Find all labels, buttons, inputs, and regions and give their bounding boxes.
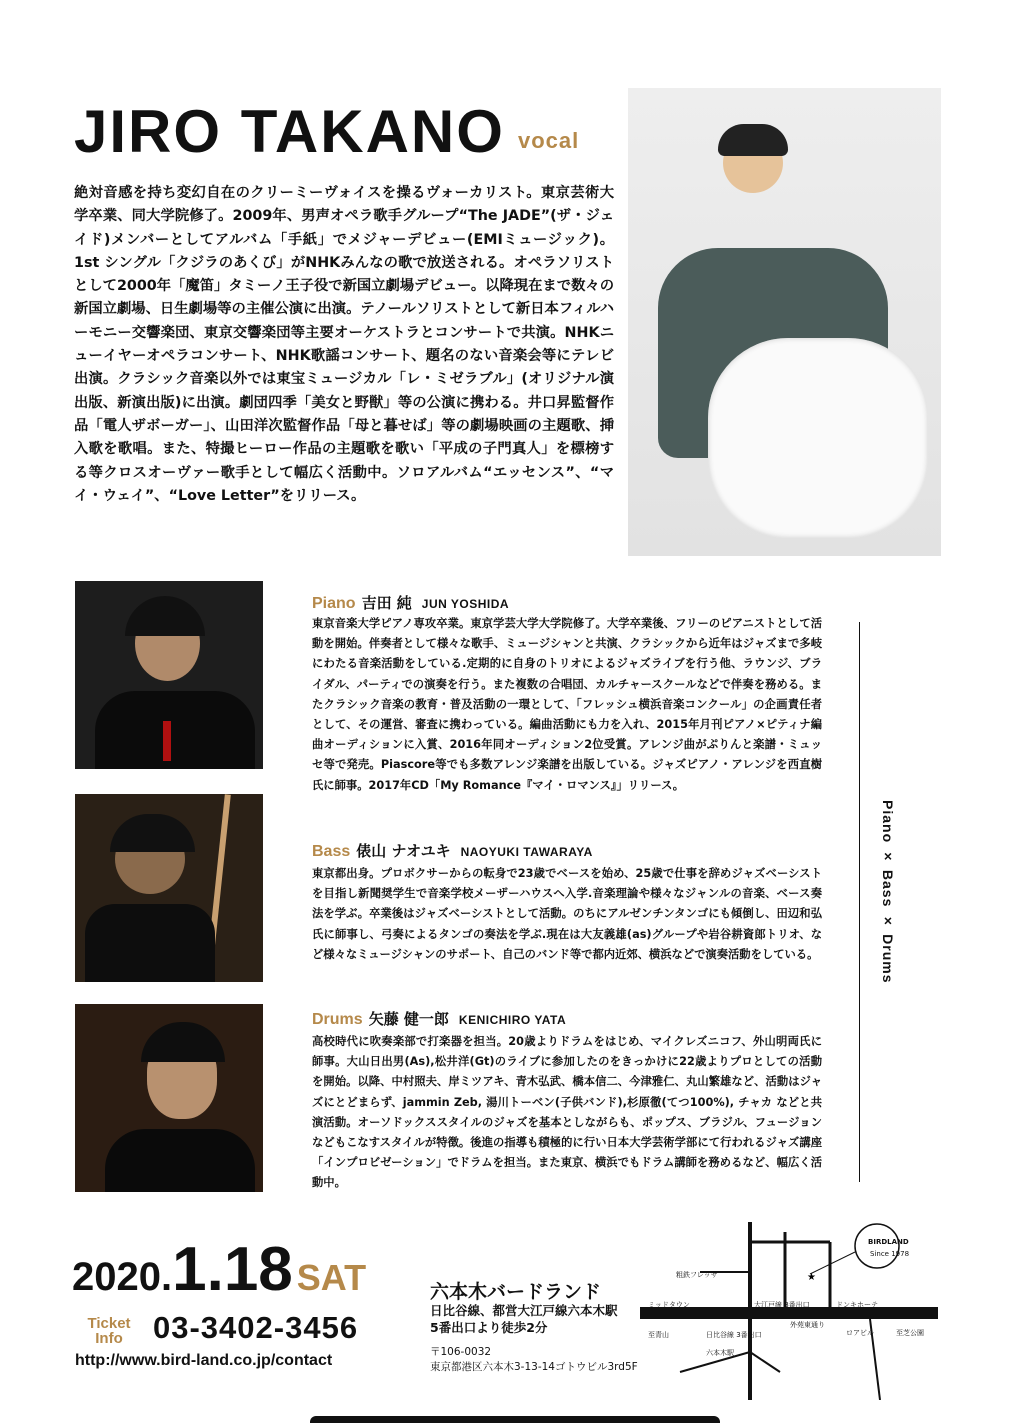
ticket-label-line2: Info	[95, 1330, 123, 1347]
lineup-divider	[859, 622, 860, 1182]
piano-bio: 東京音楽大学ピアノ専攻卒業。東京学芸大学大学院修了。大学卒業後、フリーのピアニストとして活動を開始。伴奏者として様々な歌手、ミュージシャンと共演、クラシックから近年はジャズまで多岐にわたる音楽活動をしている.定期的に自身のトリオによるジャズライブを行う他、ラウンジ、ブライダル、パーティでの演奏を行う。また複数の合唱団、カルチャースクールなどで伴奏を務める。またクラシック音楽の教育・普及活動の一環として、「フレッシュ横浜音楽コンクール」の企画責任者として、その運営、審査に携わっている。編曲活動にも力を入れ、2015年月刊ピアノ×ピティナ編曲オーディションに入賞、2016年同オーディション2位受賞。アレンジ曲がぷりんと楽譜・ミュッセ等で発売。Piascore等でも多数アレンジ楽譜を出版している。ジャズピアノ・アレンジを西直樹氏に師事。2017年CD「My Romance『マイ・ロマンス』」リリース。	[312, 617, 822, 792]
bass-instrument: Bass	[312, 843, 351, 860]
svg-text:★: ★	[807, 1272, 816, 1283]
lineup-label: Piano × Bass × Drums	[880, 800, 896, 984]
postal-code: 〒106-0032	[430, 1346, 492, 1358]
street-address: 東京都港区六本木3-13-14ゴトウビル3rd5F	[430, 1361, 638, 1373]
artist-name: JIRO TAKANO	[74, 98, 505, 165]
piano-heading	[312, 592, 509, 613]
piano-name-en: JUN YOSHIDA	[421, 597, 510, 611]
piano-member-photo	[75, 581, 263, 769]
map-logo-text: BIRDLAND	[868, 1238, 909, 1246]
event-weekday: SAT	[296, 1257, 367, 1298]
ticket-info-label	[80, 1316, 138, 1346]
drums-heading	[312, 1008, 566, 1029]
map-label-hibiya-exit: 日比谷線 3番出口	[706, 1331, 762, 1339]
venue-name: 六本木バードランド	[430, 1281, 602, 1303]
bottom-sheet-bar	[310, 1416, 720, 1423]
bass-bio: 東京都出身。プロボクサーからの転身で23歳でベースを始め、25歳で仕事を辞めジャズベーシストを目指し新聞奨学生で音楽学校メーザーハウスへ入学.音楽理論や様々なジャンルの音楽、ベース奏法を学ぶ。卒業後はジャズベーシストとして活動。のちにアルゼンチンタンゴにも傾倒し、田辺和弘氏に師事し、弓奏によるタンゴの奏法を学ぶ.現在は大友義雄(as)グループや岩谷耕資郎トリオ、など様々なミュージシャンのサポート、自己のバンド等で都内近郊、横浜などで演奏活動をしている。	[312, 867, 822, 961]
map-label-fresh: 粗鉄フレッサ	[676, 1271, 718, 1279]
venue-address	[430, 1345, 638, 1375]
bass-heading	[312, 840, 593, 861]
ticket-phone[interactable]: 03-3402-3456	[153, 1310, 359, 1345]
map-label-roppongi-station: 六本木駅	[706, 1349, 734, 1357]
drums-name-jp: 矢藤 健一郎	[368, 1010, 449, 1028]
event-year: 2020.	[72, 1255, 173, 1299]
bass-name-jp: 俵山 ナオユキ	[356, 842, 451, 860]
map-logo-since: Since 1978	[870, 1250, 910, 1258]
map-label-oedo-exit: 大江戸線 8番出口	[754, 1301, 810, 1309]
artist-role: vocal	[518, 128, 580, 153]
access-line2: 5番出口より徒歩2分	[430, 1320, 548, 1335]
ticket-url[interactable]: http://www.bird-land.co.jp/contact	[75, 1352, 333, 1369]
drums-name-en: KENICHIRO YATA	[458, 1013, 567, 1027]
piano-instrument: Piano	[312, 595, 356, 612]
ticket-label-line1: Ticket	[87, 1315, 131, 1332]
map-label-midtown: ミッドタウン	[648, 1301, 690, 1309]
venue-access	[430, 1302, 618, 1336]
piano-name-jp: 吉田 純	[361, 594, 412, 612]
artist-photo	[628, 88, 941, 556]
drums-member-photo	[75, 1004, 263, 1192]
photo-hair-shape	[718, 124, 788, 156]
map-label-shiba: 至芝公園	[896, 1329, 924, 1337]
drums-bio: 高校時代に吹奏楽部で打楽器を担当。20歳よりドラムをはじめ、マイクレズニコフ、外山明両氏に師事。大山日出男(As),松井洋(Gt)のライブに参加したのをきっかけに22歳よりプロとしての活動を開始。以降、中村照夫、岸ミツアキ、青木弘武、橋本信二、今津雅仁、丸山繁雄など、活動はジャズにとどまらず、jammin Zeb, 湯川トーベン(子供バンド),杉原徹(てつ100%), チャカ などと共演活動。オーソドックススタイルのジャズを基本としながらも、ポップス、ブラジル、フュージョンなどもこなすスタイルが特徴。後進の指導も積極的に行い日本大学芸術学部にて行われるジャズ講座「インプロビゼーション」でドラムを担当。また東京、横浜でもドラム講師を務めるなど、幅広く活動中。	[312, 1035, 822, 1190]
photo-pants-shape	[708, 338, 928, 538]
bass-member-photo	[75, 794, 263, 982]
venue-map	[640, 1212, 950, 1400]
map-label-aoyama: 至青山	[648, 1331, 669, 1339]
bass-name-en: NAOYUKI TAWARAYA	[460, 845, 593, 859]
event-date	[72, 1234, 366, 1305]
event-monthday: 1.18	[172, 1235, 293, 1304]
map-label-roa: ロアビル	[846, 1329, 874, 1337]
map-label-donki: ドンキホーテ	[836, 1301, 878, 1309]
artist-bio: 絶対音感を持ち変幻自在のクリーミーヴォイスを操るヴォーカリスト。東京芸術大学卒業、同大学院修了。2009年、男声オペラ歌手グループ“The JADE”(ザ・ジェイド)メンバーとしてアルバム「手紙」でメジャーデビュー(EMIミュージック)。1st シングル「クジラのあくび」がNHKみんなの歌で放送される。オペラソリストとして2000年「魔笛」タミーノ王子役で新国立劇場デビュー。以降現在まで数々の新国立劇場、日生劇場等の主催公演に出演。テノールソリストとして新日本フィルハーモニー交響楽団、東京交響楽団等主要オーケストラとコンサートで共演。NHKニューイヤーオペラコンサート、NHK歌謡コンサート、題名のない音楽会等にテレビ出演。クラシック音楽以外では東宝ミュージカル「レ・ミゼラブル」(オリジナル演出版、新演出版)に出演。劇団四季「美女と野獣」等の公演に携わる。井口昇監督作品「電人ザボーガー」、山田洋次監督作品「母と暮せば」等の劇場映画の主題歌、挿入歌を歌唱。また、特撮ヒーロー作品の主題歌を歌い「平成の子門真人」を標榜する等クロスオーヴァー歌手として幅広く活動中。ソロアルバム“エッセンス”、“マイ・ウェイ”、“Love Letter”をリリース。	[74, 185, 614, 504]
map-label-gaien: 外苑東通り	[790, 1321, 825, 1329]
drums-instrument: Drums	[312, 1011, 363, 1028]
access-line1: 日比谷線、都営大江戸線六本木駅	[430, 1303, 618, 1318]
